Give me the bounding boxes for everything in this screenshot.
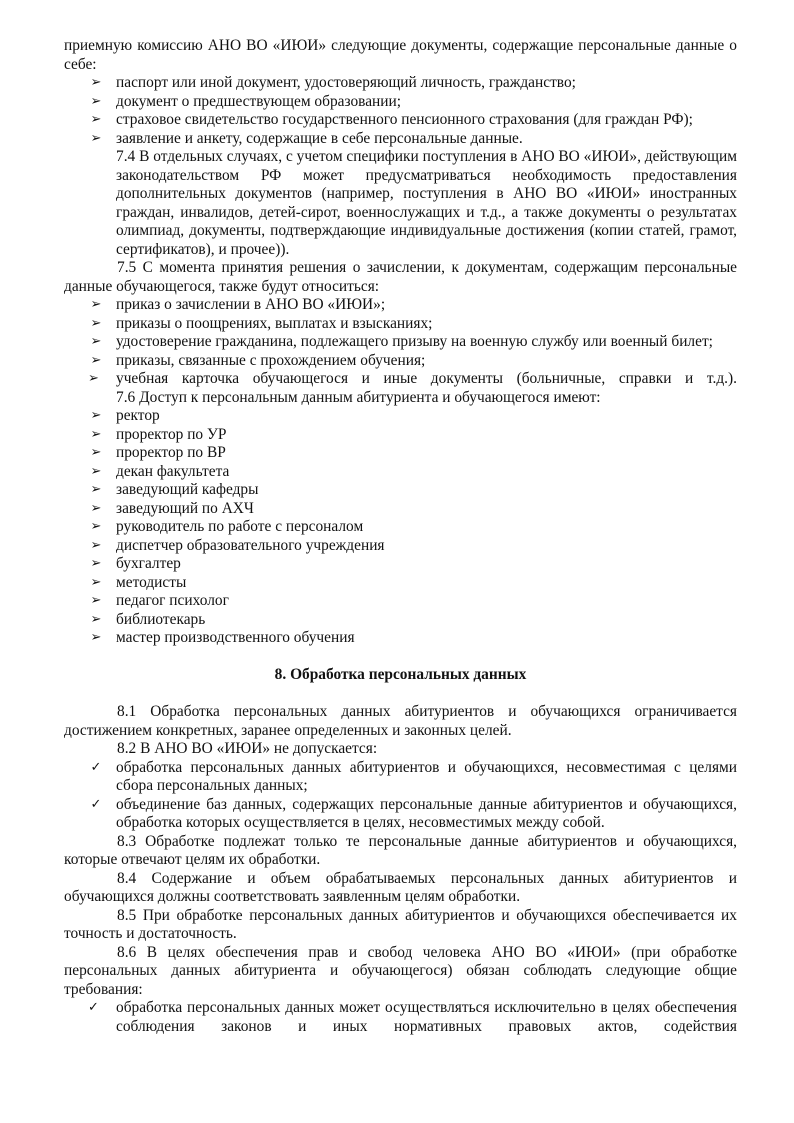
arrow-bullet-icon: ➢ — [90, 75, 102, 90]
list-item: ➢ паспорт или иной документ, удостоверяющий личность, гражданство; — [64, 74, 737, 93]
list-item: ➢ бухгалтер — [64, 555, 737, 574]
list-item: ✓ обработка персональных данных абитуриентов и обучающихся, несовместимая с целями сбора персональных данных; — [64, 759, 737, 796]
list-item: ➢ проректор по УР — [64, 426, 737, 445]
list-item: ✓ объединение баз данных, содержащих персональные данные абитуриентов и обучающихся, обработка которых осуществляется в целях, несовместимых между собой. — [64, 796, 737, 833]
list-item: ➢ заведующий по АХЧ — [64, 500, 737, 519]
arrow-bullet-icon: ➢ — [90, 500, 102, 516]
document-page — [64, 37, 737, 1036]
list-item: ➢ методисты — [64, 574, 737, 593]
list-general-requirements — [64, 999, 737, 1036]
arrow-bullet-icon: ➢ — [90, 426, 102, 442]
list-item: ➢ приказы о поощрениях, выплатах и взысканиях; — [64, 315, 737, 334]
list-item: ➢ ректор — [64, 407, 737, 426]
list-item: ➢ заведующий кафедры — [64, 481, 737, 500]
paragraph-8-6: 8.6 В целях обеспечения прав и свобод человека АНО ВО «ИЮИ» (при обработке персональных данных абитуриента и обучающегося) обязан соблюдать следующие общие требования: — [64, 943, 737, 998]
section-heading: 8. Обработка персональных данных — [274, 665, 527, 683]
list-item: ✓ обработка персональных данных может осуществляться исключительно в целях обеспечения соблюдения законов и иных нормативных правовых актов, содействия — [88, 999, 737, 1035]
list-item: ➢ приказы, связанные с прохождением обучения; — [64, 352, 737, 371]
list-enrollment-documents — [64, 296, 737, 389]
paragraph-8-1: 8.1 Обработка персональных данных абитуриентов и обучающихся ограничивается достижением конкретных, заранее определенных и законных целей. — [64, 703, 737, 739]
list-item: ➢ декан факультета — [64, 463, 737, 482]
paragraph-8-3: 8.3 Обработке подлежат только те персональные данные абитуриентов и обучающихся, которые отвечают целям их обработки. — [64, 832, 737, 868]
list-required-documents — [64, 74, 737, 148]
arrow-bullet-icon: ➢ — [90, 297, 102, 312]
checkmark-bullet-icon: ✓ — [88, 1000, 99, 1015]
list-access-roles — [64, 407, 737, 648]
list-item: ➢ приказ о зачислении в АНО ВО «ИЮИ»; — [64, 296, 737, 315]
list-item: ➢ диспетчер образовательного учреждения — [64, 537, 737, 556]
intro-paragraph: приемную комиссию АНО ВО «ИЮИ» следующие документы, содержащие персональные данные о себе: — [64, 37, 737, 73]
list-item: ➢ удостоверение гражданина, подлежащего призыву на военную службу или военный билет; — [64, 333, 737, 352]
arrow-bullet-icon: ➢ — [90, 611, 102, 627]
list-item: ➢ проректор по ВР — [64, 444, 737, 463]
list-prohibited — [64, 759, 737, 833]
arrow-bullet-icon: ➢ — [90, 315, 102, 331]
arrow-bullet-icon: ➢ — [90, 630, 102, 645]
checkmark-bullet-icon: ✓ — [90, 796, 102, 812]
arrow-bullet-icon: ➢ — [90, 112, 102, 127]
list-item: ➢ педагог психолог — [64, 592, 737, 611]
list-item: ➢ документ о предшествующем образовании; — [64, 93, 737, 112]
arrow-bullet-icon: ➢ — [90, 463, 102, 479]
list-item: ➢ мастер производственного обучения — [64, 629, 737, 648]
paragraph-7-4: 7.4 В отдельных случаях, с учетом специфики поступления в АНО ВО «ИЮИ», действующим законодательством РФ может предусматриваться необходимость предоставления дополнительных документов (например, поступления в АНО ВО «ИЮИ» иностранных граждан, инвалидов, детей-сирот, военнослужащих и т.д., а также документы о результатах олимпиад, документы, подтверждающие индивидуальные достижения (копии статей, грамот, сертификатов), и прочее)). — [116, 148, 737, 258]
arrow-bullet-icon: ➢ — [90, 574, 102, 590]
arrow-bullet-icon: ➢ — [90, 482, 102, 497]
arrow-bullet-icon: ➢ — [90, 556, 102, 571]
arrow-bullet-icon: ➢ — [90, 408, 102, 423]
arrow-bullet-icon: ➢ — [90, 130, 102, 146]
arrow-bullet-icon: ➢ — [90, 537, 102, 553]
list-item: ➢ библиотекарь — [64, 611, 737, 630]
arrow-bullet-icon: ➢ — [90, 352, 102, 368]
paragraph-8-2: 8.2 В АНО ВО «ИЮИ» не допускается: — [117, 740, 378, 757]
paragraph-8-5: 8.5 При обработке персональных данных абитуриентов и обучающихся обеспечивается их точность и достаточность. — [64, 906, 737, 942]
arrow-bullet-icon: ➢ — [90, 93, 102, 109]
list-item: ➢ руководитель по работе с персоналом — [64, 518, 737, 537]
arrow-bullet-icon: ➢ — [90, 445, 102, 460]
list-item: ➢ страховое свидетельство государственного пенсионного страхования (для граждан РФ); — [64, 111, 737, 130]
arrow-bullet-icon: ➢ — [88, 371, 99, 386]
paragraph-8-4: 8.4 Содержание и объем обрабатываемых персональных данных абитуриентов и обучающихся должны соответствовать заявленным целям обработки. — [64, 869, 737, 905]
checkmark-bullet-icon: ✓ — [90, 759, 102, 775]
arrow-bullet-icon: ➢ — [90, 334, 102, 349]
arrow-bullet-icon: ➢ — [90, 593, 102, 608]
list-item: ➢ учебная карточка обучающегося и иные документы (больничные, справки и т.д.). — [88, 370, 737, 387]
arrow-bullet-icon: ➢ — [90, 519, 102, 534]
list-item: ➢ заявление и анкету, содержащие в себе персональные данные. — [64, 130, 737, 149]
paragraph-7-5: 7.5 С момента принятия решения о зачислении, к документам, содержащим персональные данные обучающегося, также будут относиться: — [64, 259, 737, 295]
paragraph-7-6: 7.6 Доступ к персональным данным абитуриента и обучающегося имеют: — [116, 388, 601, 406]
